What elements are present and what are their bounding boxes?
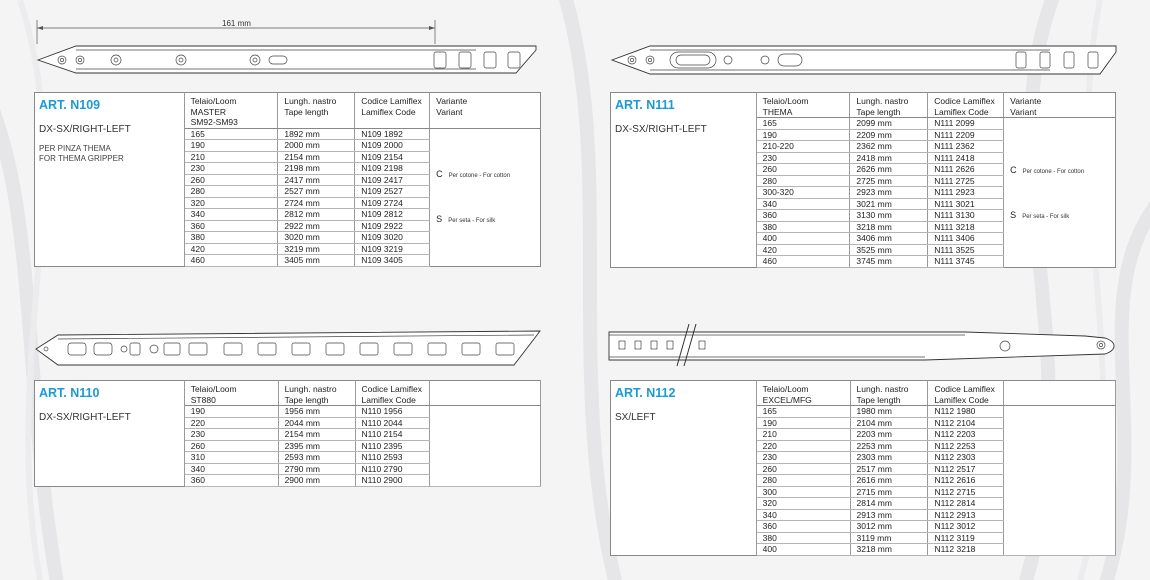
header-tape-length: Lungh. nastro Tape length: [850, 381, 928, 406]
header-variant: Variante Variant: [430, 93, 541, 129]
table-row: 280 2725 mm N111 2725: [611, 175, 1116, 187]
header-tape-length: Lungh. nastro Tape length: [278, 93, 355, 129]
table-row: 165 1980 mm N112 1980: [611, 406, 1116, 418]
table-row: 300-320 2923 mm N111 2923: [611, 187, 1116, 199]
table-row: 210-220 2362 mm N111 2362: [611, 141, 1116, 153]
table-row: 190 2104 mm N112 2104: [611, 417, 1116, 429]
table-row: 230 2418 mm N111 2418: [611, 152, 1116, 164]
table-row: 230 2154 mm N110 2154: [35, 429, 541, 441]
table-row: 360 3130 mm N111 3130: [611, 210, 1116, 222]
article-cell: [35, 381, 185, 487]
table-row: 310 2593 mm N110 2593: [35, 452, 541, 464]
article-title: ART. N110: [39, 386, 100, 400]
table-row: 360 2900 mm N110 2900: [35, 475, 541, 487]
article-cell: [611, 93, 757, 268]
n109-tape-drawing: [36, 40, 542, 76]
table-row: 420 3219 mm N109 3219: [35, 243, 541, 255]
table-row: 230 2198 mm N109 2198: [35, 163, 541, 175]
article-title: ART. N111: [615, 98, 675, 112]
n112-tape-drawing: [605, 322, 1121, 368]
variant-cell: [430, 128, 541, 266]
table-row: 380 3020 mm N109 3020: [35, 232, 541, 244]
variant-cell: [1004, 118, 1116, 268]
table-row: 220 2253 mm N112 2253: [611, 440, 1116, 452]
article-side: DX-SX/RIGHT-LEFT: [39, 411, 131, 423]
table-row: 190 1956 mm N110 1956: [35, 406, 541, 418]
article-side: DX-SX/RIGHT-LEFT: [39, 123, 131, 135]
variant-c: C Per cotone - For cotton: [436, 169, 511, 180]
table-row: 320 2724 mm N109 2724: [35, 197, 541, 209]
header-tape-length: Lungh. nastro Tape length: [850, 93, 928, 118]
table-row: 280 2527 mm N109 2527: [35, 186, 541, 198]
table-row: 300 2715 mm N112 2715: [611, 486, 1116, 498]
table-row: 400 3218 mm N112 3218: [611, 544, 1116, 556]
table-header-row: [611, 381, 1116, 406]
article-side: DX-SX/RIGHT-LEFT: [615, 123, 707, 135]
table-row: 280 2616 mm N112 2616: [611, 475, 1116, 487]
table-row: 260 2417 mm N109 2417: [35, 174, 541, 186]
header-code: Codice Lamiflex Lamiflex Code: [928, 381, 1004, 406]
table-row: 340 3021 mm N111 3021: [611, 198, 1116, 210]
header-code: Codice Lamiflex Lamiflex Code: [355, 381, 430, 406]
table-row: 360 2922 mm N109 2922: [35, 220, 541, 232]
variant-s: S Per seta - For silk: [436, 214, 496, 225]
table-row: 460 3405 mm N109 3405: [35, 255, 541, 267]
variant-s: S Per seta - For silk: [1010, 209, 1070, 220]
table-row: 340 2913 mm N112 2913: [611, 509, 1116, 521]
table-row: 340 2812 mm N109 2812: [35, 209, 541, 221]
table-row: 220 2044 mm N110 2044: [35, 417, 541, 429]
n110-tape-drawing: [34, 325, 544, 369]
table-row: 165 1892 mm N109 1892 C Per cotone - For cotton S Per seta - For silk: [35, 128, 541, 140]
article-cell: [611, 381, 757, 556]
table-row: 340 2790 mm N110 2790: [35, 463, 541, 475]
table-row: 210 2154 mm N109 2154: [35, 151, 541, 163]
n111-spec-table: [610, 92, 1116, 268]
table-row: 210 2203 mm N112 2203: [611, 429, 1116, 441]
table-row: 260 2395 mm N110 2395: [35, 440, 541, 452]
n110-spec-table: [34, 380, 541, 487]
table-row: 320 2814 mm N112 2814: [611, 498, 1116, 510]
header-variant: Variante Variant: [1004, 93, 1116, 118]
header-tape-length: Lungh. nastro Tape length: [278, 381, 355, 406]
table-row: 260 2517 mm N112 2517: [611, 463, 1116, 475]
header-loom: Telaio/Loom ST880: [184, 381, 278, 406]
header-code: Codice Lamiflex Lamiflex Code: [928, 93, 1004, 118]
table-row: 165 2099 mm N111 2099 C Per cotone - For cotton S Per seta - For silk: [611, 118, 1116, 130]
article-title: ART. N112: [615, 386, 676, 400]
table-header-row: [35, 93, 541, 129]
table-row: 230 2303 mm N112 2303: [611, 452, 1116, 464]
article-cell: [35, 93, 185, 267]
n109-spec-table: [34, 92, 541, 267]
table-row: 460 3745 mm N111 3745: [611, 256, 1116, 268]
variant-c: C Per cotone - For cotton: [1010, 164, 1085, 175]
n111-tape-drawing: [610, 42, 1120, 78]
dimension-label: 161 mm: [222, 19, 251, 28]
article-side: SX/LEFT: [615, 411, 656, 423]
table-row: 400 3406 mm N111 3406: [611, 233, 1116, 245]
table-header-row: [611, 93, 1116, 118]
article-note: PER PINZA THEMA FOR THEMA GRIPPER: [39, 144, 124, 163]
table-row: 190 2209 mm N111 2209: [611, 129, 1116, 141]
table-row: 380 3119 mm N112 3119: [611, 532, 1116, 544]
n112-spec-table: [610, 380, 1116, 556]
table-row: 260 2626 mm N111 2626: [611, 164, 1116, 176]
header-code: Codice Lamiflex Lamiflex Code: [355, 93, 430, 129]
table-row: 360 3012 mm N112 3012: [611, 521, 1116, 533]
table-row: 380 3218 mm N111 3218: [611, 221, 1116, 233]
header-empty: [430, 381, 541, 406]
article-title: ART. N109: [39, 98, 101, 112]
table-header-row: [35, 381, 541, 406]
header-empty: [1004, 381, 1116, 406]
header-loom: Telaio/Loom MASTER SM92-SM93: [184, 93, 278, 129]
header-loom: Telaio/Loom EXCEL/MFG: [756, 381, 850, 406]
table-row: 190 2000 mm N109 2000: [35, 140, 541, 152]
header-loom: Telaio/Loom THEMA: [756, 93, 850, 118]
table-row: 420 3525 mm N111 3525: [611, 244, 1116, 256]
